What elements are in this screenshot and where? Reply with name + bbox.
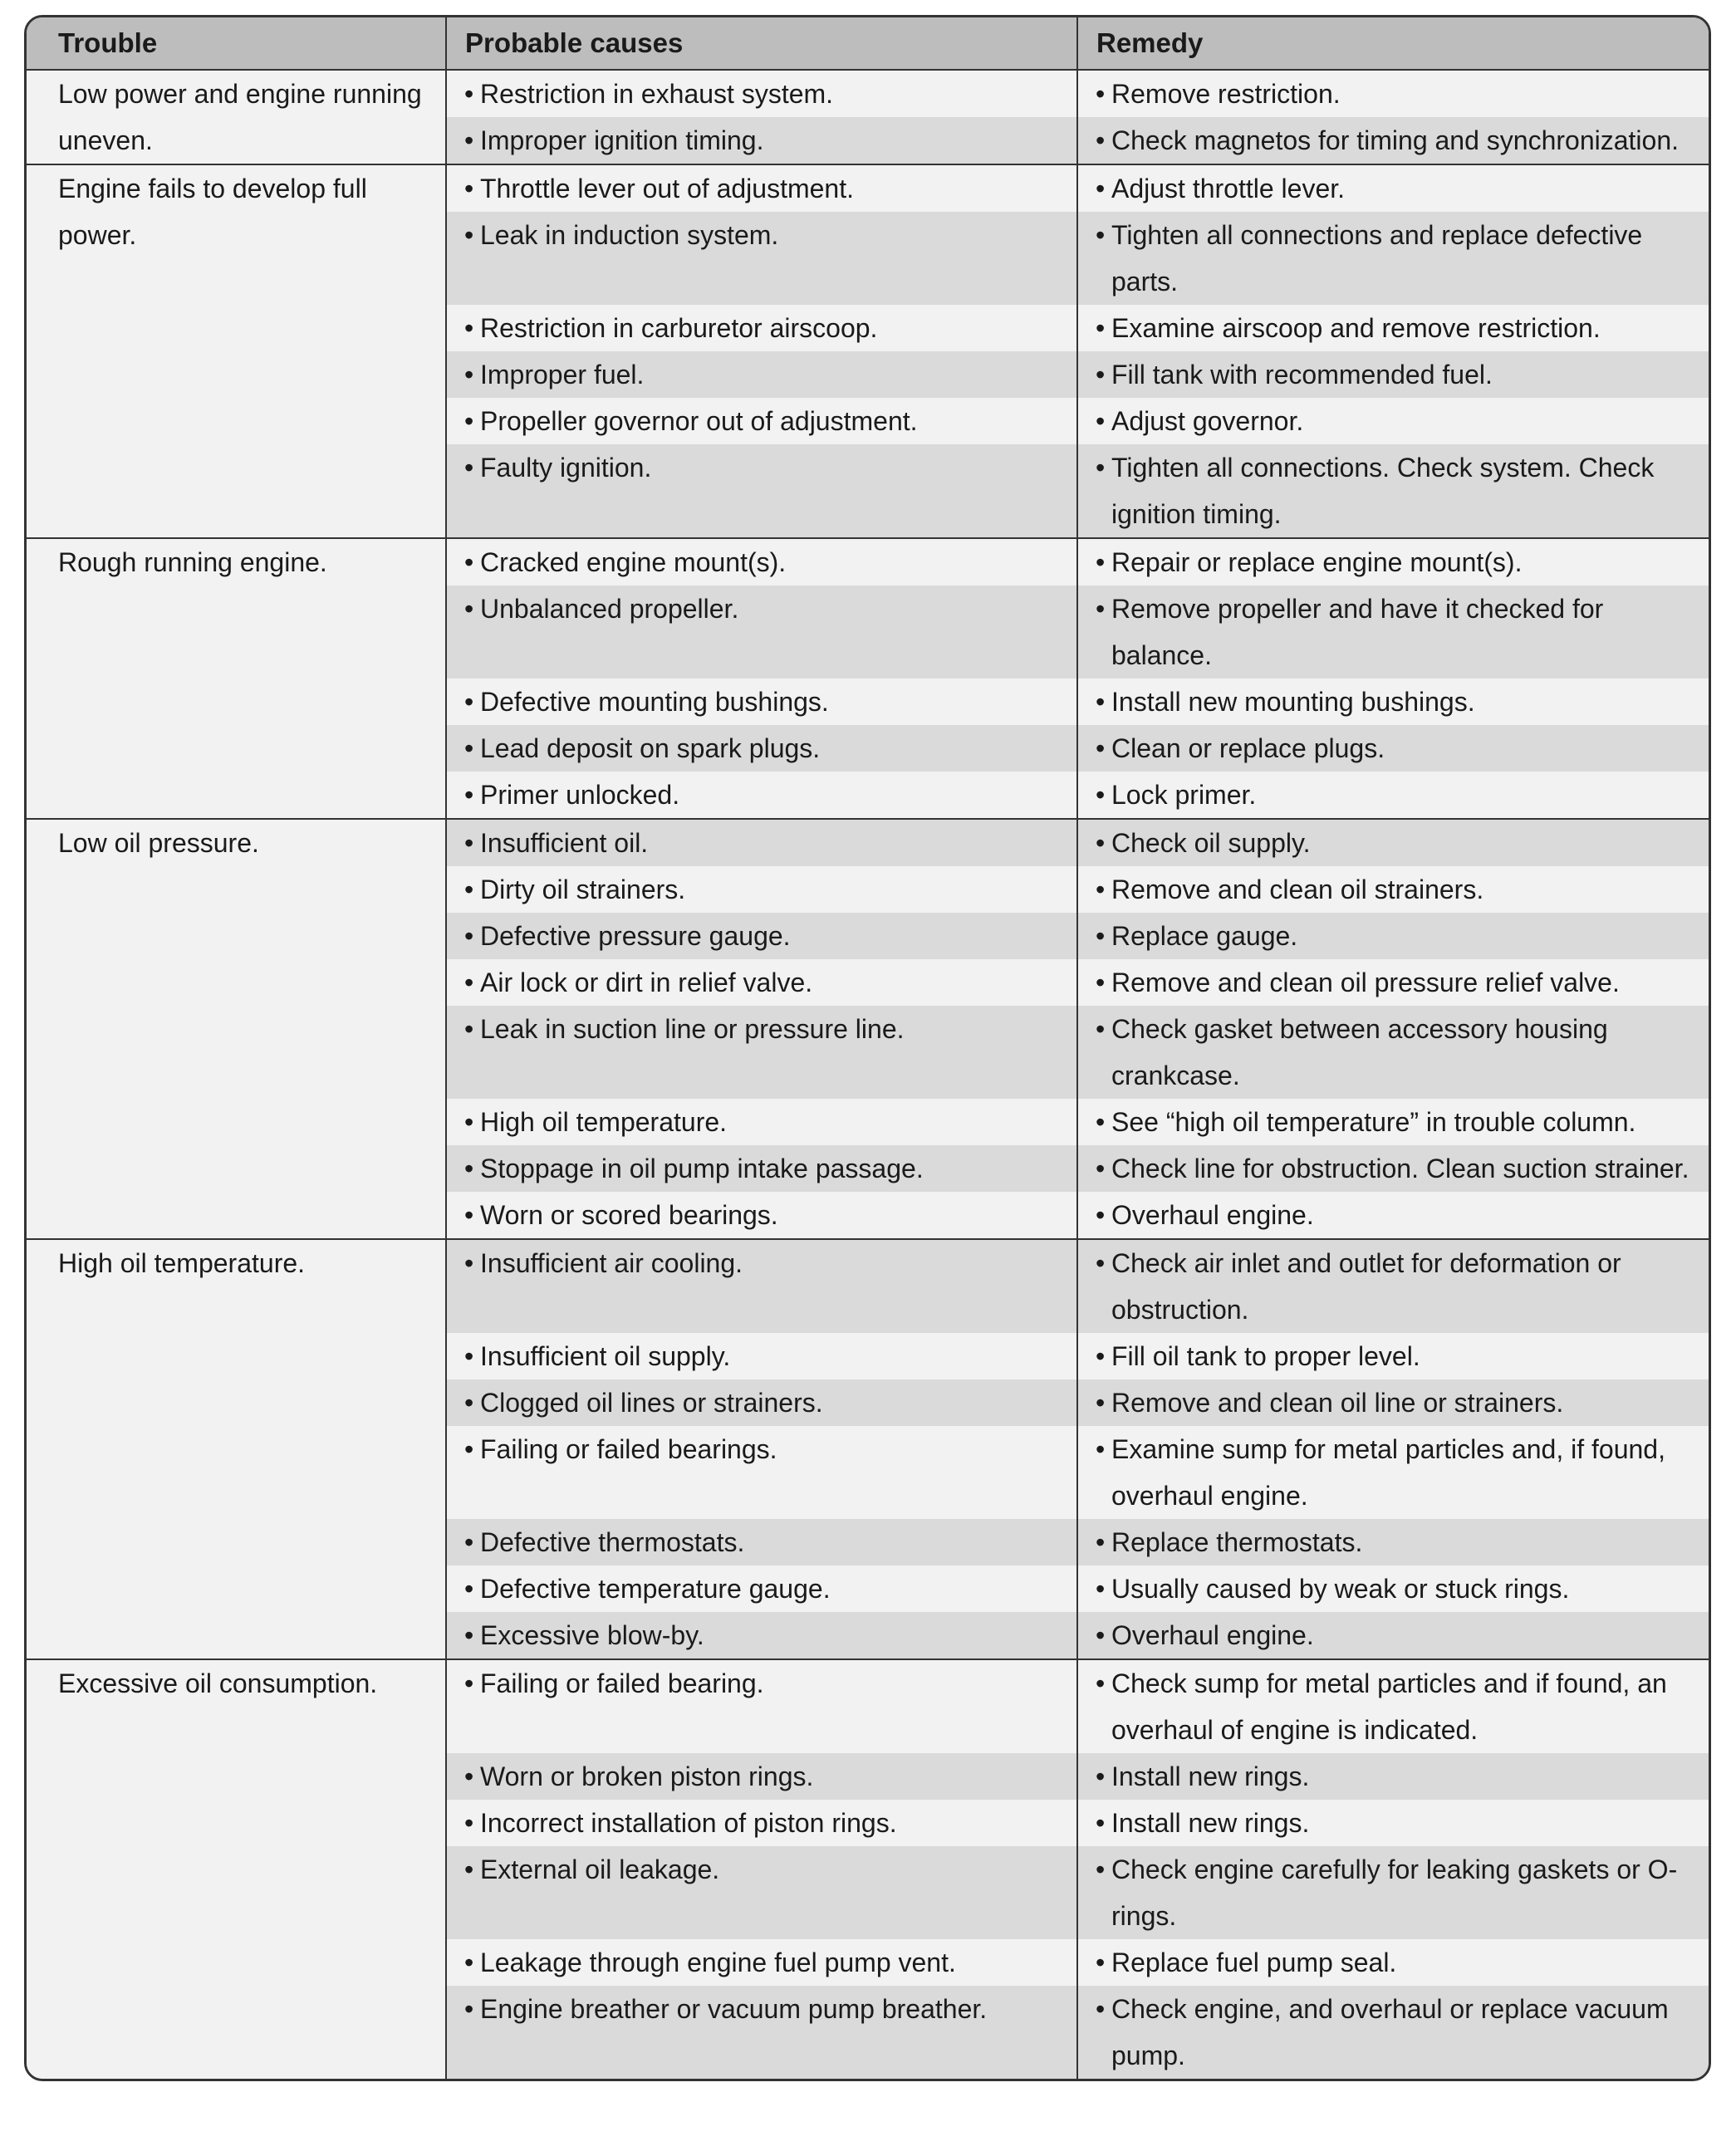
remedy-cell [1077, 305, 1711, 351]
bullet-icon: • [1096, 1948, 1106, 1977]
cause-text: Engine breather or vacuum pump breather. [480, 1994, 988, 2024]
bullet-icon: • [1096, 1620, 1106, 1650]
cause-text: Insufficient air cooling. [480, 1248, 743, 1278]
cause-text: Propeller governor out of adjustment. [480, 406, 918, 436]
bullet-icon: • [1096, 1388, 1106, 1418]
remedy-text: Adjust throttle lever. [1111, 174, 1346, 203]
remedy-cell [1077, 444, 1711, 538]
bullet-icon: • [1096, 594, 1106, 624]
remedy-cell [1077, 70, 1711, 117]
bullet-icon: • [464, 875, 474, 904]
remedy-text: Repair or replace engine mount(s). [1111, 547, 1523, 577]
probable-cause-cell [446, 1986, 1077, 2079]
probable-cause-cell [446, 1379, 1077, 1426]
cause-text: Excessive blow-by. [480, 1620, 704, 1650]
bullet-icon: • [464, 547, 474, 577]
bullet-icon: • [464, 1107, 474, 1137]
cause-text: Insufficient oil. [480, 828, 649, 858]
remedy-text: Check magnetos for timing and synchronization. [1111, 125, 1680, 155]
probable-cause-cell [446, 1753, 1077, 1800]
bullet-icon: • [464, 1761, 474, 1791]
bullet-icon: • [1096, 828, 1106, 858]
remedy-cell [1077, 1753, 1711, 1800]
probable-cause-cell [446, 70, 1077, 117]
bullet-icon: • [464, 79, 474, 109]
remedy-cell [1077, 1145, 1711, 1192]
bullet-icon: • [1096, 1200, 1106, 1230]
table-row [27, 819, 1711, 866]
bullet-icon: • [464, 1388, 474, 1418]
cause-text: High oil temperature. [480, 1107, 728, 1137]
cause-text: Improper ignition timing. [480, 125, 764, 155]
remedy-cell [1077, 398, 1711, 444]
probable-cause-cell [446, 398, 1077, 444]
remedy-text: Clean or replace plugs. [1111, 733, 1385, 763]
remedy-text: Replace thermostats. [1111, 1527, 1363, 1557]
cause-text: Throttle lever out of adjustment. [480, 174, 854, 203]
bullet-icon: • [464, 921, 474, 951]
remedy-text: Overhaul engine. [1111, 1620, 1314, 1650]
bullet-icon: • [464, 1574, 474, 1604]
remedy-text: Lock primer. [1111, 780, 1257, 810]
probable-cause-cell [446, 1333, 1077, 1379]
bullet-icon: • [464, 220, 474, 250]
remedy-cell [1077, 1099, 1711, 1145]
bullet-icon: • [464, 1154, 474, 1183]
bullet-icon: • [1096, 220, 1106, 250]
remedy-text: Examine airscoop and remove restriction. [1111, 313, 1601, 343]
bullet-icon: • [1096, 875, 1106, 904]
bullet-icon: • [1096, 1154, 1106, 1183]
troubleshooting-table [24, 15, 1711, 2081]
probable-cause-cell [446, 819, 1077, 866]
remedy-text: Remove propeller and have it checked for balance. [1111, 594, 1604, 670]
cause-text: Incorrect installation of piston rings. [480, 1808, 897, 1838]
remedy-cell [1077, 117, 1711, 164]
remedy-cell [1077, 819, 1711, 866]
cause-text: Lead deposit on spark plugs. [480, 733, 821, 763]
bullet-icon: • [1096, 1854, 1106, 1884]
trouble-cell: Excessive oil consumption. [27, 1659, 446, 2079]
remedy-text: See “high oil temperature” in trouble column. [1111, 1107, 1636, 1137]
probable-cause-cell [446, 164, 1077, 212]
table-row [27, 1659, 1711, 1753]
bullet-icon: • [464, 1620, 474, 1650]
probable-cause-cell [446, 1099, 1077, 1145]
probable-cause-cell [446, 772, 1077, 819]
cause-text: Defective temperature gauge. [480, 1574, 831, 1604]
cause-text: Faulty ignition. [480, 453, 652, 483]
bullet-icon: • [1096, 79, 1106, 109]
probable-cause-cell [446, 585, 1077, 679]
cause-text: Failing or failed bearing. [480, 1668, 764, 1698]
remedy-cell [1077, 1426, 1711, 1519]
remedy-cell [1077, 585, 1711, 679]
remedy-text: Replace fuel pump seal. [1111, 1948, 1397, 1977]
bullet-icon: • [464, 125, 474, 155]
remedy-text: Check sump for metal particles and if found, an overhaul of engine is indicated. [1111, 1668, 1667, 1745]
remedy-text: Install new mounting bushings. [1111, 687, 1475, 717]
cause-text: Leak in suction line or pressure line. [480, 1014, 905, 1044]
bullet-icon: • [1096, 1014, 1106, 1044]
cause-text: Restriction in exhaust system. [480, 79, 834, 109]
bullet-icon: • [464, 1341, 474, 1371]
probable-cause-cell [446, 1426, 1077, 1519]
cause-text: External oil leakage. [480, 1854, 720, 1884]
table-row [27, 538, 1711, 585]
probable-cause-cell [446, 538, 1077, 585]
remedy-cell [1077, 164, 1711, 212]
remedy-cell [1077, 959, 1711, 1006]
remedy-cell [1077, 1846, 1711, 1939]
remedy-text: Examine sump for metal particles and, if found, overhaul engine. [1111, 1434, 1665, 1511]
remedy-text: Check gasket between accessory housing crankcase. [1111, 1014, 1608, 1090]
header-probable-causes: Probable causes [446, 17, 1077, 70]
bullet-icon: • [1096, 453, 1106, 483]
probable-cause-cell [446, 725, 1077, 772]
probable-cause-cell [446, 959, 1077, 1006]
cause-text: Worn or scored bearings. [480, 1200, 778, 1230]
remedy-text: Check engine, and overhaul or replace vacuum pump. [1111, 1994, 1669, 2070]
probable-cause-cell [446, 1612, 1077, 1659]
remedy-text: Fill oil tank to proper level. [1111, 1341, 1420, 1371]
bullet-icon: • [1096, 547, 1106, 577]
probable-cause-cell [446, 1239, 1077, 1333]
remedy-cell [1077, 1192, 1711, 1239]
remedy-cell [1077, 538, 1711, 585]
remedy-text: Usually caused by weak or stuck rings. [1111, 1574, 1570, 1604]
header-trouble: Trouble [27, 17, 446, 70]
probable-cause-cell [446, 1800, 1077, 1846]
remedy-cell [1077, 679, 1711, 725]
cause-text: Leakage through engine fuel pump vent. [480, 1948, 956, 1977]
bullet-icon: • [1096, 1808, 1106, 1838]
bullet-icon: • [464, 1854, 474, 1884]
probable-cause-cell [446, 1192, 1077, 1239]
remedy-cell [1077, 1006, 1711, 1099]
probable-cause-cell [446, 1145, 1077, 1192]
bullet-icon: • [1096, 921, 1106, 951]
cause-text: Failing or failed bearings. [480, 1434, 777, 1464]
remedy-text: Remove and clean oil pressure relief valve. [1111, 968, 1620, 997]
bullet-icon: • [464, 453, 474, 483]
bullet-icon: • [464, 968, 474, 997]
probable-cause-cell [446, 866, 1077, 913]
remedy-text: Tighten all connections and replace defective parts. [1111, 220, 1643, 296]
remedy-cell [1077, 1800, 1711, 1846]
bullet-icon: • [1096, 313, 1106, 343]
bullet-icon: • [1096, 1994, 1106, 2024]
cause-text: Defective mounting bushings. [480, 687, 829, 717]
bullet-icon: • [464, 313, 474, 343]
bullet-icon: • [1096, 1107, 1106, 1137]
remedy-text: Check oil supply. [1111, 828, 1311, 858]
bullet-icon: • [464, 1248, 474, 1278]
bullet-icon: • [464, 1200, 474, 1230]
bullet-icon: • [1096, 1434, 1106, 1464]
remedy-text: Remove and clean oil line or strainers. [1111, 1388, 1564, 1418]
bullet-icon: • [464, 1994, 474, 2024]
bullet-icon: • [464, 733, 474, 763]
cause-text: Unbalanced propeller. [480, 594, 739, 624]
probable-cause-cell [446, 679, 1077, 725]
remedy-cell [1077, 212, 1711, 305]
remedy-cell [1077, 913, 1711, 959]
cause-text: Defective pressure gauge. [480, 921, 791, 951]
cause-text: Leak in induction system. [480, 220, 779, 250]
bullet-icon: • [464, 1527, 474, 1557]
probable-cause-cell [446, 1939, 1077, 1986]
remedy-text: Remove and clean oil strainers. [1111, 875, 1484, 904]
bullet-icon: • [464, 1668, 474, 1698]
remedy-text: Install new rings. [1111, 1808, 1310, 1838]
table-body [27, 70, 1711, 2079]
remedy-cell [1077, 1939, 1711, 1986]
probable-cause-cell [446, 305, 1077, 351]
cause-text: Clogged oil lines or strainers. [480, 1388, 823, 1418]
bullet-icon: • [1096, 1668, 1106, 1698]
remedy-text: Check engine carefully for leaking gaskets or O-rings. [1111, 1854, 1678, 1931]
remedy-cell [1077, 351, 1711, 398]
bullet-icon: • [464, 406, 474, 436]
bullet-icon: • [1096, 1248, 1106, 1278]
remedy-text: Install new rings. [1111, 1761, 1310, 1791]
probable-cause-cell [446, 1659, 1077, 1753]
remedy-text: Replace gauge. [1111, 921, 1298, 951]
bullet-icon: • [464, 828, 474, 858]
bullet-icon: • [1096, 1761, 1106, 1791]
probable-cause-cell [446, 117, 1077, 164]
probable-cause-cell [446, 1565, 1077, 1612]
cause-text: Cracked engine mount(s). [480, 547, 787, 577]
bullet-icon: • [1096, 968, 1106, 997]
cause-text: Stoppage in oil pump intake passage. [480, 1154, 924, 1183]
probable-cause-cell [446, 913, 1077, 959]
bullet-icon: • [464, 1434, 474, 1464]
remedy-cell [1077, 1659, 1711, 1753]
cause-text: Insufficient oil supply. [480, 1341, 731, 1371]
cause-text: Primer unlocked. [480, 780, 680, 810]
bullet-icon: • [1096, 1527, 1106, 1557]
cause-text: Worn or broken piston rings. [480, 1761, 814, 1791]
remedy-text: Remove restriction. [1111, 79, 1341, 109]
bullet-icon: • [464, 687, 474, 717]
cause-text: Restriction in carburetor airscoop. [480, 313, 878, 343]
bullet-icon: • [1096, 733, 1106, 763]
remedy-text: Check air inlet and outlet for deformation or obstruction. [1111, 1248, 1621, 1325]
probable-cause-cell [446, 1519, 1077, 1565]
cause-text: Defective thermostats. [480, 1527, 745, 1557]
remedy-text: Tighten all connections. Check system. Check ignition timing. [1111, 453, 1655, 529]
trouble-cell: Low power and engine running uneven. [27, 70, 446, 164]
cause-text: Air lock or dirt in relief valve. [480, 968, 813, 997]
bullet-icon: • [464, 1808, 474, 1838]
remedy-cell [1077, 772, 1711, 819]
header-remedy: Remedy [1077, 17, 1711, 70]
table-row [27, 70, 1711, 117]
probable-cause-cell [446, 212, 1077, 305]
bullet-icon: • [464, 174, 474, 203]
bullet-icon: • [1096, 780, 1106, 810]
bullet-icon: • [464, 1948, 474, 1977]
header-row [27, 17, 1711, 70]
bullet-icon: • [1096, 174, 1106, 203]
probable-cause-cell [446, 1006, 1077, 1099]
remedy-cell [1077, 1565, 1711, 1612]
remedy-text: Fill tank with recommended fuel. [1111, 360, 1493, 390]
bullet-icon: • [1096, 406, 1106, 436]
remedy-cell [1077, 1519, 1711, 1565]
bullet-icon: • [1096, 360, 1106, 390]
remedy-text: Overhaul engine. [1111, 1200, 1314, 1230]
remedy-cell [1077, 866, 1711, 913]
trouble-cell: Low oil pressure. [27, 819, 446, 1239]
table-row [27, 164, 1711, 212]
trouble-cell: Engine fails to develop full power. [27, 164, 446, 538]
probable-cause-cell [446, 351, 1077, 398]
probable-cause-cell [446, 1846, 1077, 1939]
remedy-cell [1077, 725, 1711, 772]
trouble-cell: Rough running engine. [27, 538, 446, 819]
cause-text: Dirty oil strainers. [480, 875, 686, 904]
bullet-icon: • [464, 594, 474, 624]
table-row [27, 1239, 1711, 1333]
cause-text: Improper fuel. [480, 360, 645, 390]
bullet-icon: • [1096, 1574, 1106, 1604]
trouble-cell: High oil temperature. [27, 1239, 446, 1659]
bullet-icon: • [1096, 1341, 1106, 1371]
remedy-text: Adjust governor. [1111, 406, 1304, 436]
remedy-text: Check line for obstruction. Clean suction strainer. [1111, 1154, 1689, 1183]
remedy-cell [1077, 1333, 1711, 1379]
bullet-icon: • [1096, 125, 1106, 155]
bullet-icon: • [1096, 687, 1106, 717]
bullet-icon: • [464, 780, 474, 810]
remedy-cell [1077, 1986, 1711, 2079]
remedy-cell [1077, 1239, 1711, 1333]
remedy-cell [1077, 1612, 1711, 1659]
remedy-cell [1077, 1379, 1711, 1426]
bullet-icon: • [464, 360, 474, 390]
probable-cause-cell [446, 444, 1077, 538]
bullet-icon: • [464, 1014, 474, 1044]
